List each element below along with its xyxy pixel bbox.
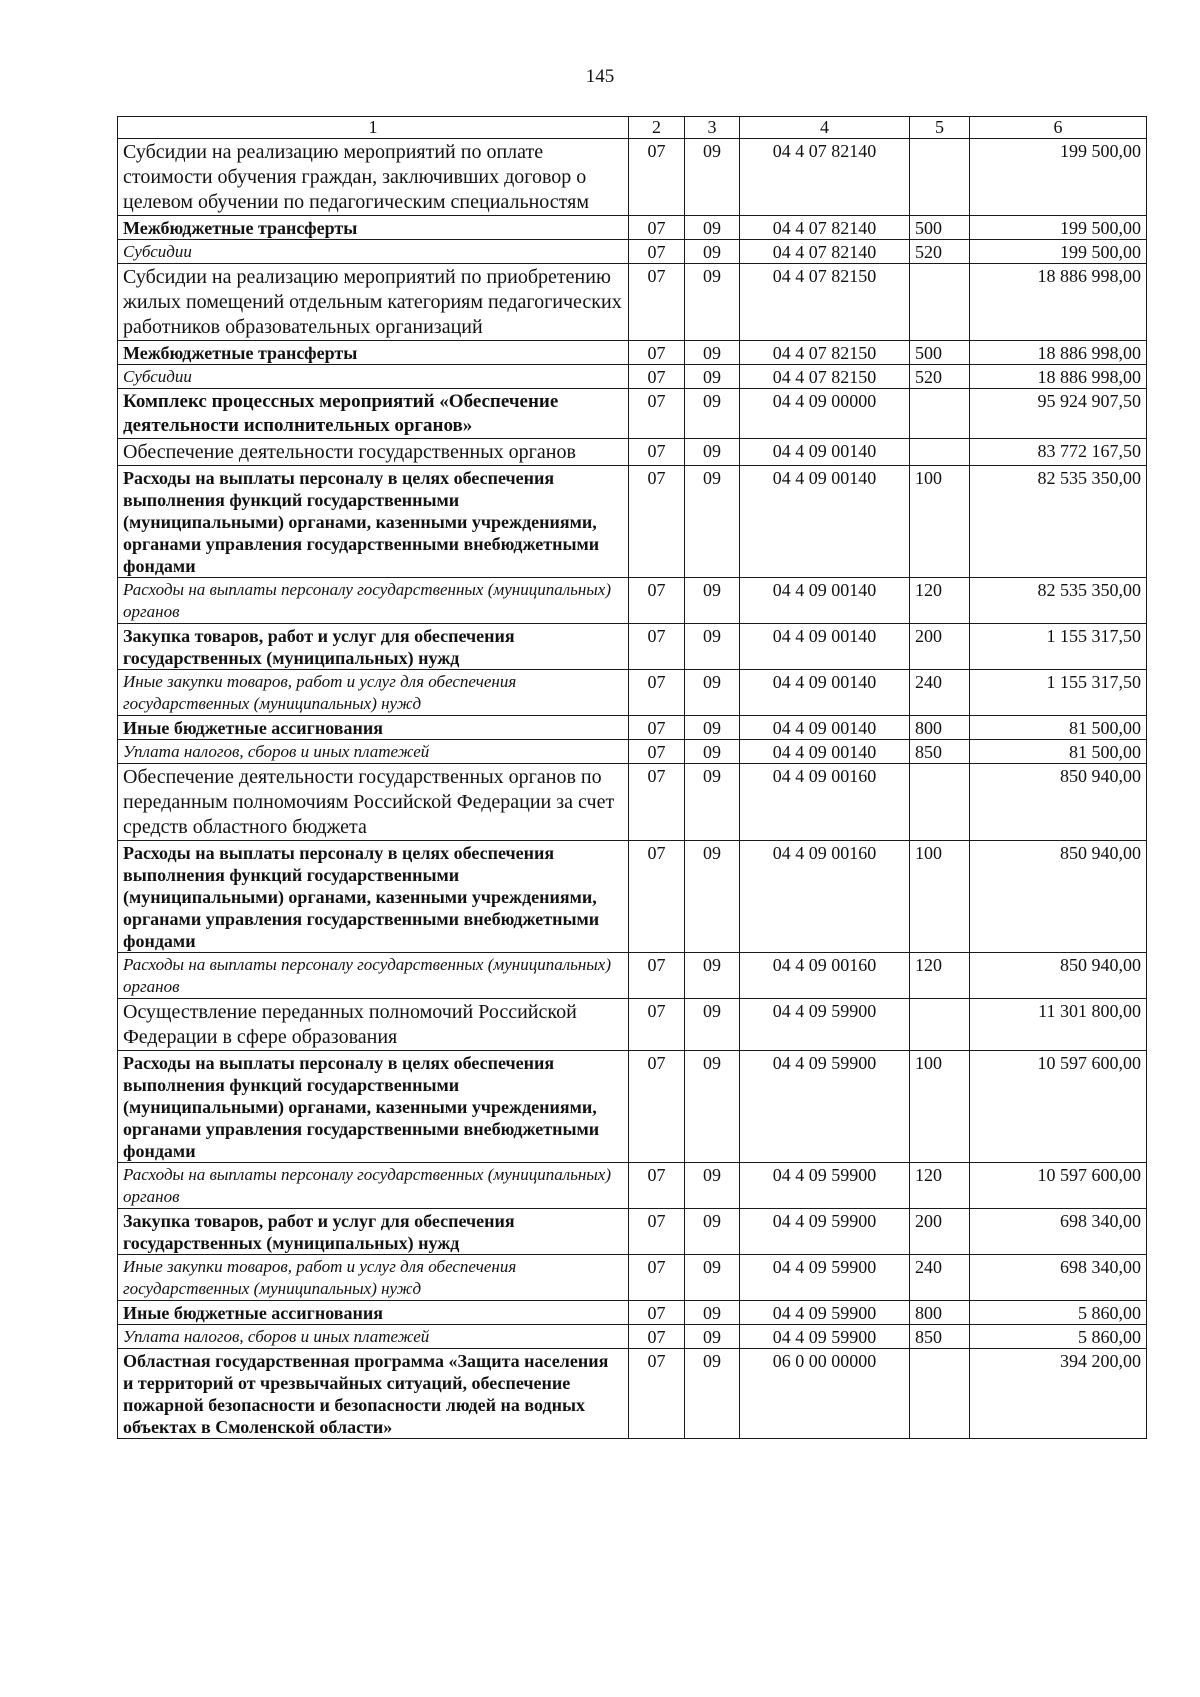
row-name: Областная государственная программа «Защита населения и территорий от чрезвычайных ситуаций, обеспечение пожарной безопасности и безопасности людей на водных объектах в Смоленской области» xyxy=(118,1349,629,1439)
row-section: 07 xyxy=(629,1349,685,1439)
row-section: 07 xyxy=(629,953,685,999)
row-expense-type: 240 xyxy=(910,670,970,716)
row-subsection: 09 xyxy=(685,264,740,341)
row-section: 07 xyxy=(629,841,685,953)
row-name: Обеспечение деятельности государственных органов по переданным полномочиям Российской Федерации за счет средств областного бюджета xyxy=(118,764,629,841)
table-row xyxy=(118,1301,1147,1325)
row-subsection: 09 xyxy=(685,389,740,439)
row-name: Расходы на выплаты персоналу в целях обеспечения выполнения функций государственными (муниципальными) органами, казенными учреждениями, органами управления государственными внебюджетными фондами xyxy=(118,841,629,953)
row-amount: 95 924 907,50 xyxy=(970,389,1147,439)
row-expense-type xyxy=(910,439,970,466)
row-target-code: 04 4 09 00000 xyxy=(740,389,910,439)
row-section: 07 xyxy=(629,389,685,439)
row-name: Уплата налогов, сборов и иных платежей xyxy=(118,1325,629,1349)
row-section: 07 xyxy=(629,578,685,624)
row-section: 07 xyxy=(629,264,685,341)
header-col-5: 5 xyxy=(910,117,970,139)
row-amount: 18 886 998,00 xyxy=(970,264,1147,341)
row-subsection: 09 xyxy=(685,999,740,1051)
row-subsection: 09 xyxy=(685,1209,740,1255)
row-target-code: 04 4 07 82150 xyxy=(740,365,910,389)
row-subsection: 09 xyxy=(685,716,740,740)
row-section: 07 xyxy=(629,466,685,578)
row-name: Межбюджетные трансферты xyxy=(118,216,629,240)
row-expense-type: 120 xyxy=(910,953,970,999)
row-amount: 18 886 998,00 xyxy=(970,341,1147,365)
row-target-code: 04 4 07 82150 xyxy=(740,341,910,365)
row-section: 07 xyxy=(629,624,685,670)
row-target-code: 04 4 09 00160 xyxy=(740,841,910,953)
table-row xyxy=(118,716,1147,740)
row-name: Уплата налогов, сборов и иных платежей xyxy=(118,740,629,764)
row-expense-type: 240 xyxy=(910,1255,970,1301)
table-row xyxy=(118,1209,1147,1255)
row-subsection: 09 xyxy=(685,439,740,466)
table-row xyxy=(118,1163,1147,1209)
row-amount: 81 500,00 xyxy=(970,740,1147,764)
table-row xyxy=(118,389,1147,439)
row-subsection: 09 xyxy=(685,624,740,670)
row-target-code: 04 4 09 59900 xyxy=(740,1209,910,1255)
row-target-code: 04 4 09 00140 xyxy=(740,624,910,670)
table-row xyxy=(118,216,1147,240)
row-subsection: 09 xyxy=(685,139,740,216)
row-name: Обеспечение деятельности государственных органов xyxy=(118,439,629,466)
row-target-code: 04 4 09 59900 xyxy=(740,999,910,1051)
table-row xyxy=(118,139,1147,216)
row-target-code: 04 4 09 00140 xyxy=(740,740,910,764)
table-row xyxy=(118,624,1147,670)
row-subsection: 09 xyxy=(685,1349,740,1439)
row-amount: 1 155 317,50 xyxy=(970,670,1147,716)
header-col-6: 6 xyxy=(970,117,1147,139)
row-amount: 850 940,00 xyxy=(970,841,1147,953)
header-col-3: 3 xyxy=(685,117,740,139)
row-amount: 199 500,00 xyxy=(970,240,1147,264)
row-expense-type: 520 xyxy=(910,365,970,389)
header-col-1: 1 xyxy=(118,117,629,139)
row-target-code: 04 4 09 59900 xyxy=(740,1301,910,1325)
row-name: Иные бюджетные ассигнования xyxy=(118,1301,629,1325)
row-target-code: 04 4 09 59900 xyxy=(740,1051,910,1163)
table-row xyxy=(118,264,1147,341)
row-expense-type: 100 xyxy=(910,1051,970,1163)
row-subsection: 09 xyxy=(685,764,740,841)
row-name: Комплекс процессных мероприятий «Обеспечение деятельности исполнительных органов» xyxy=(118,389,629,439)
row-expense-type: 500 xyxy=(910,216,970,240)
row-subsection: 09 xyxy=(685,466,740,578)
row-section: 07 xyxy=(629,999,685,1051)
row-subsection: 09 xyxy=(685,670,740,716)
row-name: Межбюджетные трансферты xyxy=(118,341,629,365)
row-target-code: 04 4 07 82140 xyxy=(740,139,910,216)
table-row xyxy=(118,953,1147,999)
header-row xyxy=(118,117,1147,139)
table-row xyxy=(118,365,1147,389)
row-amount: 199 500,00 xyxy=(970,139,1147,216)
row-name: Осуществление переданных полномочий Российской Федерации в сфере образования xyxy=(118,999,629,1051)
row-target-code: 04 4 09 00140 xyxy=(740,716,910,740)
row-name: Субсидии на реализацию мероприятий по оплате стоимости обучения граждан, заключивших договор о целевом обучении по педагогическим специальностям xyxy=(118,139,629,216)
row-expense-type: 100 xyxy=(910,841,970,953)
row-section: 07 xyxy=(629,139,685,216)
row-subsection: 09 xyxy=(685,1051,740,1163)
row-amount: 5 860,00 xyxy=(970,1325,1147,1349)
row-name: Закупка товаров, работ и услуг для обеспечения государственных (муниципальных) нужд xyxy=(118,1209,629,1255)
row-expense-type xyxy=(910,264,970,341)
row-amount: 83 772 167,50 xyxy=(970,439,1147,466)
row-section: 07 xyxy=(629,341,685,365)
row-section: 07 xyxy=(629,1051,685,1163)
row-section: 07 xyxy=(629,240,685,264)
row-section: 07 xyxy=(629,1163,685,1209)
row-target-code: 04 4 09 00140 xyxy=(740,670,910,716)
row-subsection: 09 xyxy=(685,1325,740,1349)
row-target-code: 04 4 09 00140 xyxy=(740,578,910,624)
row-name: Иные закупки товаров, работ и услуг для обеспечения государственных (муниципальных) нужд xyxy=(118,670,629,716)
row-target-code: 06 0 00 00000 xyxy=(740,1349,910,1439)
row-amount: 394 200,00 xyxy=(970,1349,1147,1439)
row-target-code: 04 4 09 00160 xyxy=(740,953,910,999)
row-amount: 850 940,00 xyxy=(970,953,1147,999)
row-amount: 82 535 350,00 xyxy=(970,466,1147,578)
table-row xyxy=(118,1255,1147,1301)
header-col-2: 2 xyxy=(629,117,685,139)
row-amount: 850 940,00 xyxy=(970,764,1147,841)
row-section: 07 xyxy=(629,1255,685,1301)
row-target-code: 04 4 09 00140 xyxy=(740,439,910,466)
row-expense-type: 800 xyxy=(910,1301,970,1325)
row-target-code: 04 4 09 59900 xyxy=(740,1325,910,1349)
row-expense-type xyxy=(910,1349,970,1439)
row-expense-type xyxy=(910,999,970,1051)
row-expense-type: 200 xyxy=(910,624,970,670)
row-name: Иные закупки товаров, работ и услуг для обеспечения государственных (муниципальных) нужд xyxy=(118,1255,629,1301)
row-expense-type: 200 xyxy=(910,1209,970,1255)
row-expense-type xyxy=(910,139,970,216)
row-subsection: 09 xyxy=(685,740,740,764)
row-subsection: 09 xyxy=(685,216,740,240)
row-name: Субсидии xyxy=(118,365,629,389)
row-expense-type xyxy=(910,764,970,841)
table-row xyxy=(118,578,1147,624)
table-row xyxy=(118,1349,1147,1439)
row-expense-type: 120 xyxy=(910,1163,970,1209)
row-expense-type: 850 xyxy=(910,1325,970,1349)
row-name: Расходы на выплаты персоналу в целях обеспечения выполнения функций государственными (муниципальными) органами, казенными учреждениями, органами управления государственными внебюджетными фондами xyxy=(118,466,629,578)
row-expense-type: 100 xyxy=(910,466,970,578)
row-expense-type: 520 xyxy=(910,240,970,264)
row-subsection: 09 xyxy=(685,1163,740,1209)
row-section: 07 xyxy=(629,670,685,716)
row-section: 07 xyxy=(629,716,685,740)
row-section: 07 xyxy=(629,216,685,240)
row-section: 07 xyxy=(629,1325,685,1349)
row-subsection: 09 xyxy=(685,1301,740,1325)
row-amount: 18 886 998,00 xyxy=(970,365,1147,389)
row-amount: 698 340,00 xyxy=(970,1209,1147,1255)
table-row xyxy=(118,240,1147,264)
row-name: Расходы на выплаты персоналу в целях обеспечения выполнения функций государственными (муниципальными) органами, казенными учреждениями, органами управления государственными внебюджетными фондами xyxy=(118,1051,629,1163)
row-expense-type: 850 xyxy=(910,740,970,764)
row-expense-type: 120 xyxy=(910,578,970,624)
row-section: 07 xyxy=(629,1209,685,1255)
row-section: 07 xyxy=(629,1301,685,1325)
row-expense-type: 500 xyxy=(910,341,970,365)
row-amount: 82 535 350,00 xyxy=(970,578,1147,624)
row-amount: 5 860,00 xyxy=(970,1301,1147,1325)
page-number: 145 xyxy=(585,66,615,87)
row-name: Субсидии на реализацию мероприятий по приобретению жилых помещений отдельным категориям педагогических работников образовательных организаций xyxy=(118,264,629,341)
table-row xyxy=(118,1051,1147,1163)
row-amount: 698 340,00 xyxy=(970,1255,1147,1301)
row-amount: 11 301 800,00 xyxy=(970,999,1147,1051)
row-expense-type xyxy=(910,389,970,439)
row-amount: 10 597 600,00 xyxy=(970,1051,1147,1163)
row-name: Расходы на выплаты персоналу государственных (муниципальных) органов xyxy=(118,1163,629,1209)
row-section: 07 xyxy=(629,764,685,841)
row-amount: 81 500,00 xyxy=(970,716,1147,740)
row-subsection: 09 xyxy=(685,841,740,953)
row-name: Иные бюджетные ассигнования xyxy=(118,716,629,740)
row-target-code: 04 4 09 59900 xyxy=(740,1255,910,1301)
table-row xyxy=(118,466,1147,578)
row-expense-type: 800 xyxy=(910,716,970,740)
table-row xyxy=(118,341,1147,365)
table-row xyxy=(118,999,1147,1051)
row-name: Расходы на выплаты персоналу государственных (муниципальных) органов xyxy=(118,578,629,624)
row-name: Закупка товаров, работ и услуг для обеспечения государственных (муниципальных) нужд xyxy=(118,624,629,670)
row-target-code: 04 4 07 82150 xyxy=(740,264,910,341)
row-subsection: 09 xyxy=(685,1255,740,1301)
row-target-code: 04 4 07 82140 xyxy=(740,216,910,240)
table-row xyxy=(118,740,1147,764)
header-col-4: 4 xyxy=(740,117,910,139)
table-row xyxy=(118,670,1147,716)
table-row xyxy=(118,439,1147,466)
row-amount: 199 500,00 xyxy=(970,216,1147,240)
row-subsection: 09 xyxy=(685,365,740,389)
row-amount: 1 155 317,50 xyxy=(970,624,1147,670)
row-name: Субсидии xyxy=(118,240,629,264)
row-target-code: 04 4 09 59900 xyxy=(740,1163,910,1209)
row-section: 07 xyxy=(629,740,685,764)
budget-table xyxy=(117,116,1147,1439)
row-subsection: 09 xyxy=(685,240,740,264)
table-row xyxy=(118,841,1147,953)
table-row xyxy=(118,764,1147,841)
row-section: 07 xyxy=(629,439,685,466)
row-target-code: 04 4 09 00140 xyxy=(740,466,910,578)
row-subsection: 09 xyxy=(685,341,740,365)
row-target-code: 04 4 07 82140 xyxy=(740,240,910,264)
row-amount: 10 597 600,00 xyxy=(970,1163,1147,1209)
row-subsection: 09 xyxy=(685,953,740,999)
row-target-code: 04 4 09 00160 xyxy=(740,764,910,841)
table-row xyxy=(118,1325,1147,1349)
row-name: Расходы на выплаты персоналу государственных (муниципальных) органов xyxy=(118,953,629,999)
row-section: 07 xyxy=(629,365,685,389)
row-subsection: 09 xyxy=(685,578,740,624)
